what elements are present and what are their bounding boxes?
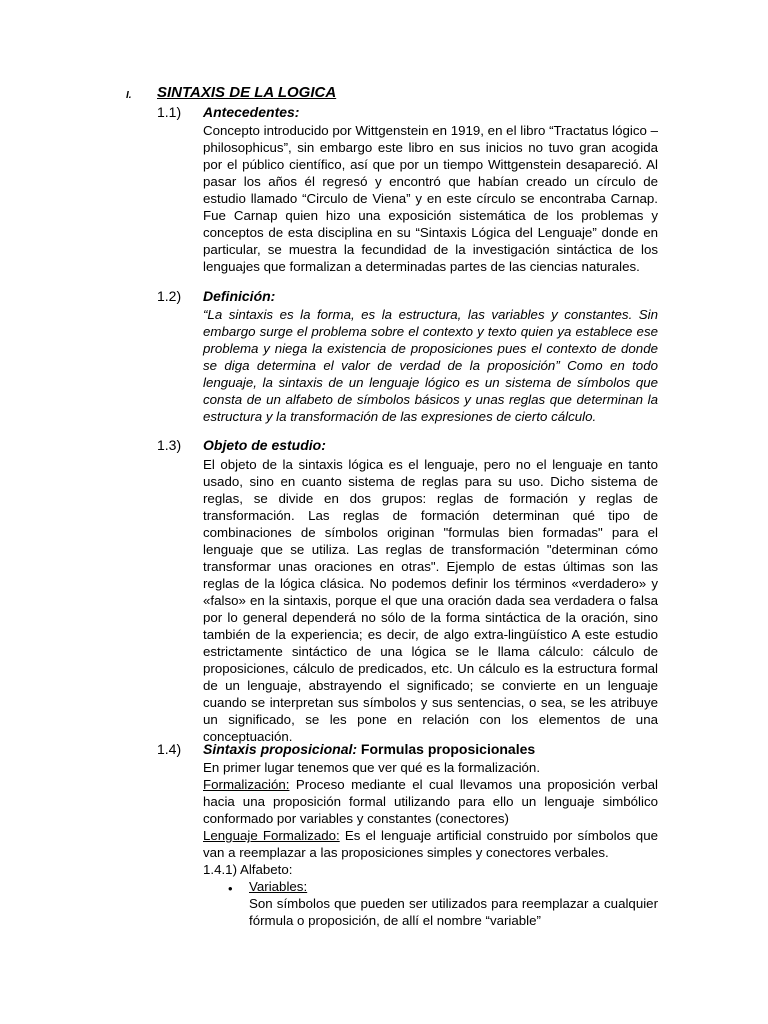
subsection-number: 1.3) [157, 437, 182, 453]
paragraph-formalizacion [203, 776, 658, 827]
subsection-number: 1.2) [157, 288, 182, 304]
definition-formalizacion: Proceso mediante el cual llevamos una proposición verbal hacia una proposición formal utilizando para ello un lenguaje simbólico conformado por variables y constantes (conectores) [203, 777, 658, 826]
alfabeto-heading: 1.4.1) Alfabeto: [203, 862, 293, 877]
section-number: I. [126, 90, 132, 101]
paragraph-definicion: “La sintaxis es la forma, es la estructura, las variables y constantes. Sin embargo surge el problema sobre el contexto y texto quien ya establece ese problema y niega la existencia de proposiciones pues el contexto de donde se diga determina el valor de verdad de la proposición” Como en todo lenguaje, la sintaxis de un lenguaje lógico es un sistema de símbolos que consta de un alfabeto de símbolos básicos y unas reglas que determinan la estructura y la transformación de las expresiones de cierto cálculo. [203, 307, 658, 424]
subsection-number: 1.1) [157, 104, 182, 120]
term-formalizacion: Formalización: [203, 777, 290, 792]
subsection-title: Objeto de estudio: [203, 437, 326, 453]
subsection-title-rest: Formulas proposicionales [360, 741, 536, 757]
paragraph-variables: Son símbolos que pueden ser utilizados para reemplazar a cualquier fórmula o proposición, de allí el nombre “variable” [249, 896, 658, 928]
section-title: SINTAXIS DE LA LOGICA [157, 84, 337, 101]
intro-line: En primer lugar tenemos que ver qué es la formalización. [203, 760, 541, 775]
subsection-title: Sintaxis proposicional: [203, 741, 358, 757]
subsection-heading-antecedentes [157, 104, 299, 121]
bullet-icon: • [228, 881, 233, 896]
term-lenguaje-formalizado: Lenguaje Formalizado: [203, 828, 340, 843]
subsection-heading-definicion [157, 288, 275, 305]
paragraph-lenguaje-formalizado [203, 827, 658, 861]
subsection-heading-sintaxis-proposicional [157, 741, 535, 758]
term-variables: Variables: [249, 879, 308, 894]
paragraph-antecedentes: Concepto introducido por Wittgenstein en 1919, en el libro “Tractatus lógico – philosophicus”, sin embargo este libro en sus inicios no tuvo gran acogida por el público científico, así que por un tiempo Wittgenstein desapareció. Al pasar los años él regresó y encontró que habían creado un círculo de estudio llamado “Circulo de Viena” y en este círculo se encontraba Carnap. Fue Carnap quien hizo una exposición sistemática de los problemas y conceptos de esta disciplina en su “Sintaxis Lógica del Lenguaje” donde en particular, se muestra la fecundidad de la investigación sintáctica de los lenguajes que formalizan a determinadas partes de las ciencias naturales. [203, 123, 658, 274]
subsection-title: Antecedentes: [203, 104, 300, 120]
subsection-heading-objeto [157, 437, 326, 454]
subsection-number: 1.4) [157, 741, 182, 757]
definition-lenguaje-formalizado: Es el lenguaje artificial construido por símbolos que van a reemplazar a las proposiciones simples y conectores verbales. [203, 828, 658, 860]
subsection-title: Definición: [203, 288, 276, 304]
paragraph-objeto: El objeto de la sintaxis lógica es el lenguaje, pero no el lenguaje en tanto usado, sino en cuanto sistema de reglas para su uso. Dicho sistema de reglas, se divide en dos grupos: reglas de formación y reglas de transformación. Las reglas de formación determinan qué tipo de combinaciones de símbolos originan "formulas bien formadas" para el lenguaje que se utiliza. Las reglas de transformación "determinan cómo transformar unas oraciones en otras". Ejemplo de estas últimas son las reglas de la lógica clásica. No podemos definir los términos «verdadero» y «falso» en la sintaxis, porque el que una oración dada sea verdadera o falsa por lo general dependerá no sólo de la forma sintáctica de la oración, sino también de la experiencia; es decir, de algo extra-lingüístico A este estudio estrictamente sintáctico de una lógica se le llama cálculo: cálculo de proposiciones, cálculo de predicados, etc. Un cálculo es la estructura formal de un lenguaje, abstrayendo el significado; se convierte en un lenguaje cuando se interpretan sus símbolos y sus sentencias, o sea, se les atribuye un significado, se les pone en relación con los elementos de una conceptuación. [203, 457, 658, 744]
